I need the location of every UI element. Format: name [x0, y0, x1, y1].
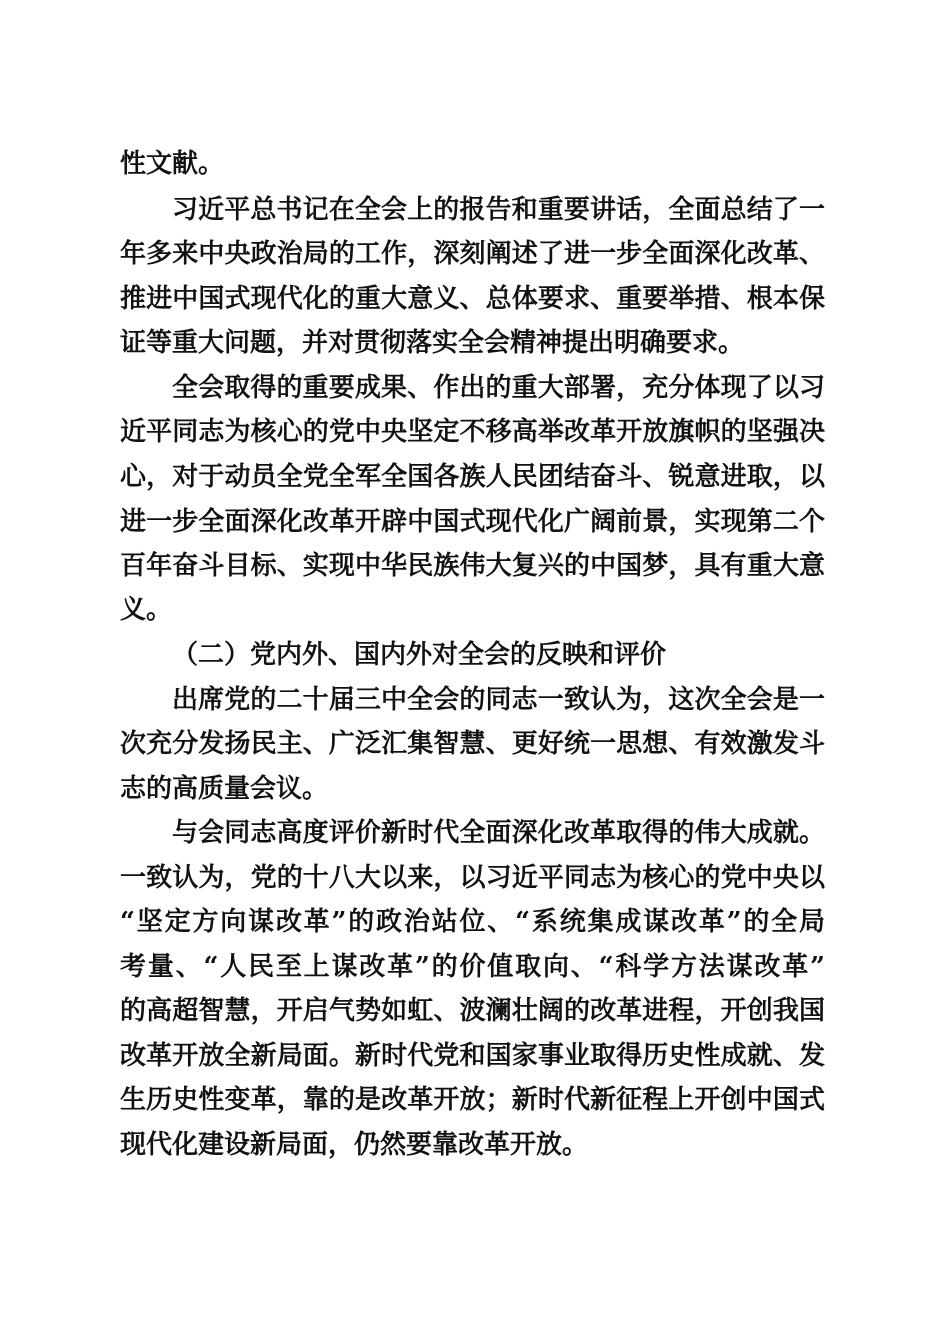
- paragraph-line: 性文献。: [120, 149, 225, 179]
- paragraph-line: 次充分发扬民主、广泛汇集智慧、更好统一思想、有效激发斗: [120, 729, 825, 759]
- paragraph-line: 生历史性变革，靠的是改革开放；新时代新征程上开创中国式: [120, 1085, 825, 1115]
- paragraph-line: 考量、“人民至上谋改革”的价值取向、“科学方法谋改革”: [120, 952, 825, 982]
- paragraph-line: 全会取得的重要成果、作出的重大部署，充分体现了以习: [172, 373, 825, 403]
- paragraph-line: 出席党的二十届三中全会的同志一致认为，这次全会是一: [172, 685, 825, 715]
- paragraph-line: 推进中国式现代化的重大意义、总体要求、重要举措、根本保: [120, 284, 825, 314]
- paragraph-line: 改革开放全新局面。新时代党和国家事业取得历史性成就、发: [120, 1041, 825, 1071]
- paragraph-line: 证等重大问题，并对贯彻落实全会精神提出明确要求。: [120, 328, 745, 358]
- paragraph-line: 义。: [120, 595, 173, 625]
- paragraph-line: 一致认为，党的十八大以来，以习近平同志为核心的党中央以: [120, 863, 825, 893]
- paragraph-line: 的高超智慧，开启气势如虹、波澜壮阔的改革进程，开创我国: [120, 996, 825, 1026]
- paragraph-line: 年多来中央政治局的工作，深刻阐述了进一步全面深化改革、: [120, 239, 825, 269]
- paragraph-line: 志的高质量会议。: [120, 774, 329, 804]
- section-heading: （二）党内外、国内外对全会的反映和评价: [172, 640, 667, 670]
- paragraph-line: “坚定方向谋改革”的政治站位、“系统集成谋改革”的全局: [120, 907, 825, 937]
- paragraph-line: 与会同志高度评价新时代全面深化改革取得的伟大成就。: [172, 818, 825, 848]
- paragraph-line: 近平同志为核心的党中央坚定不移高举改革开放旗帜的坚强决: [120, 417, 825, 447]
- paragraph-line: 百年奋斗目标、实现中华民族伟大复兴的中国梦，具有重大意: [120, 551, 825, 581]
- paragraph-line: 进一步全面深化改革开辟中国式现代化广阔前景，实现第二个: [120, 507, 825, 537]
- paragraph-line: 现代化建设新局面，仍然要靠改革开放。: [120, 1130, 589, 1160]
- paragraph-line: 习近平总书记在全会上的报告和重要讲话，全面总结了一: [172, 195, 825, 225]
- paragraph-line: 心，对于动员全党全军全国各族人民团结奋斗、锐意进取，以: [120, 462, 825, 492]
